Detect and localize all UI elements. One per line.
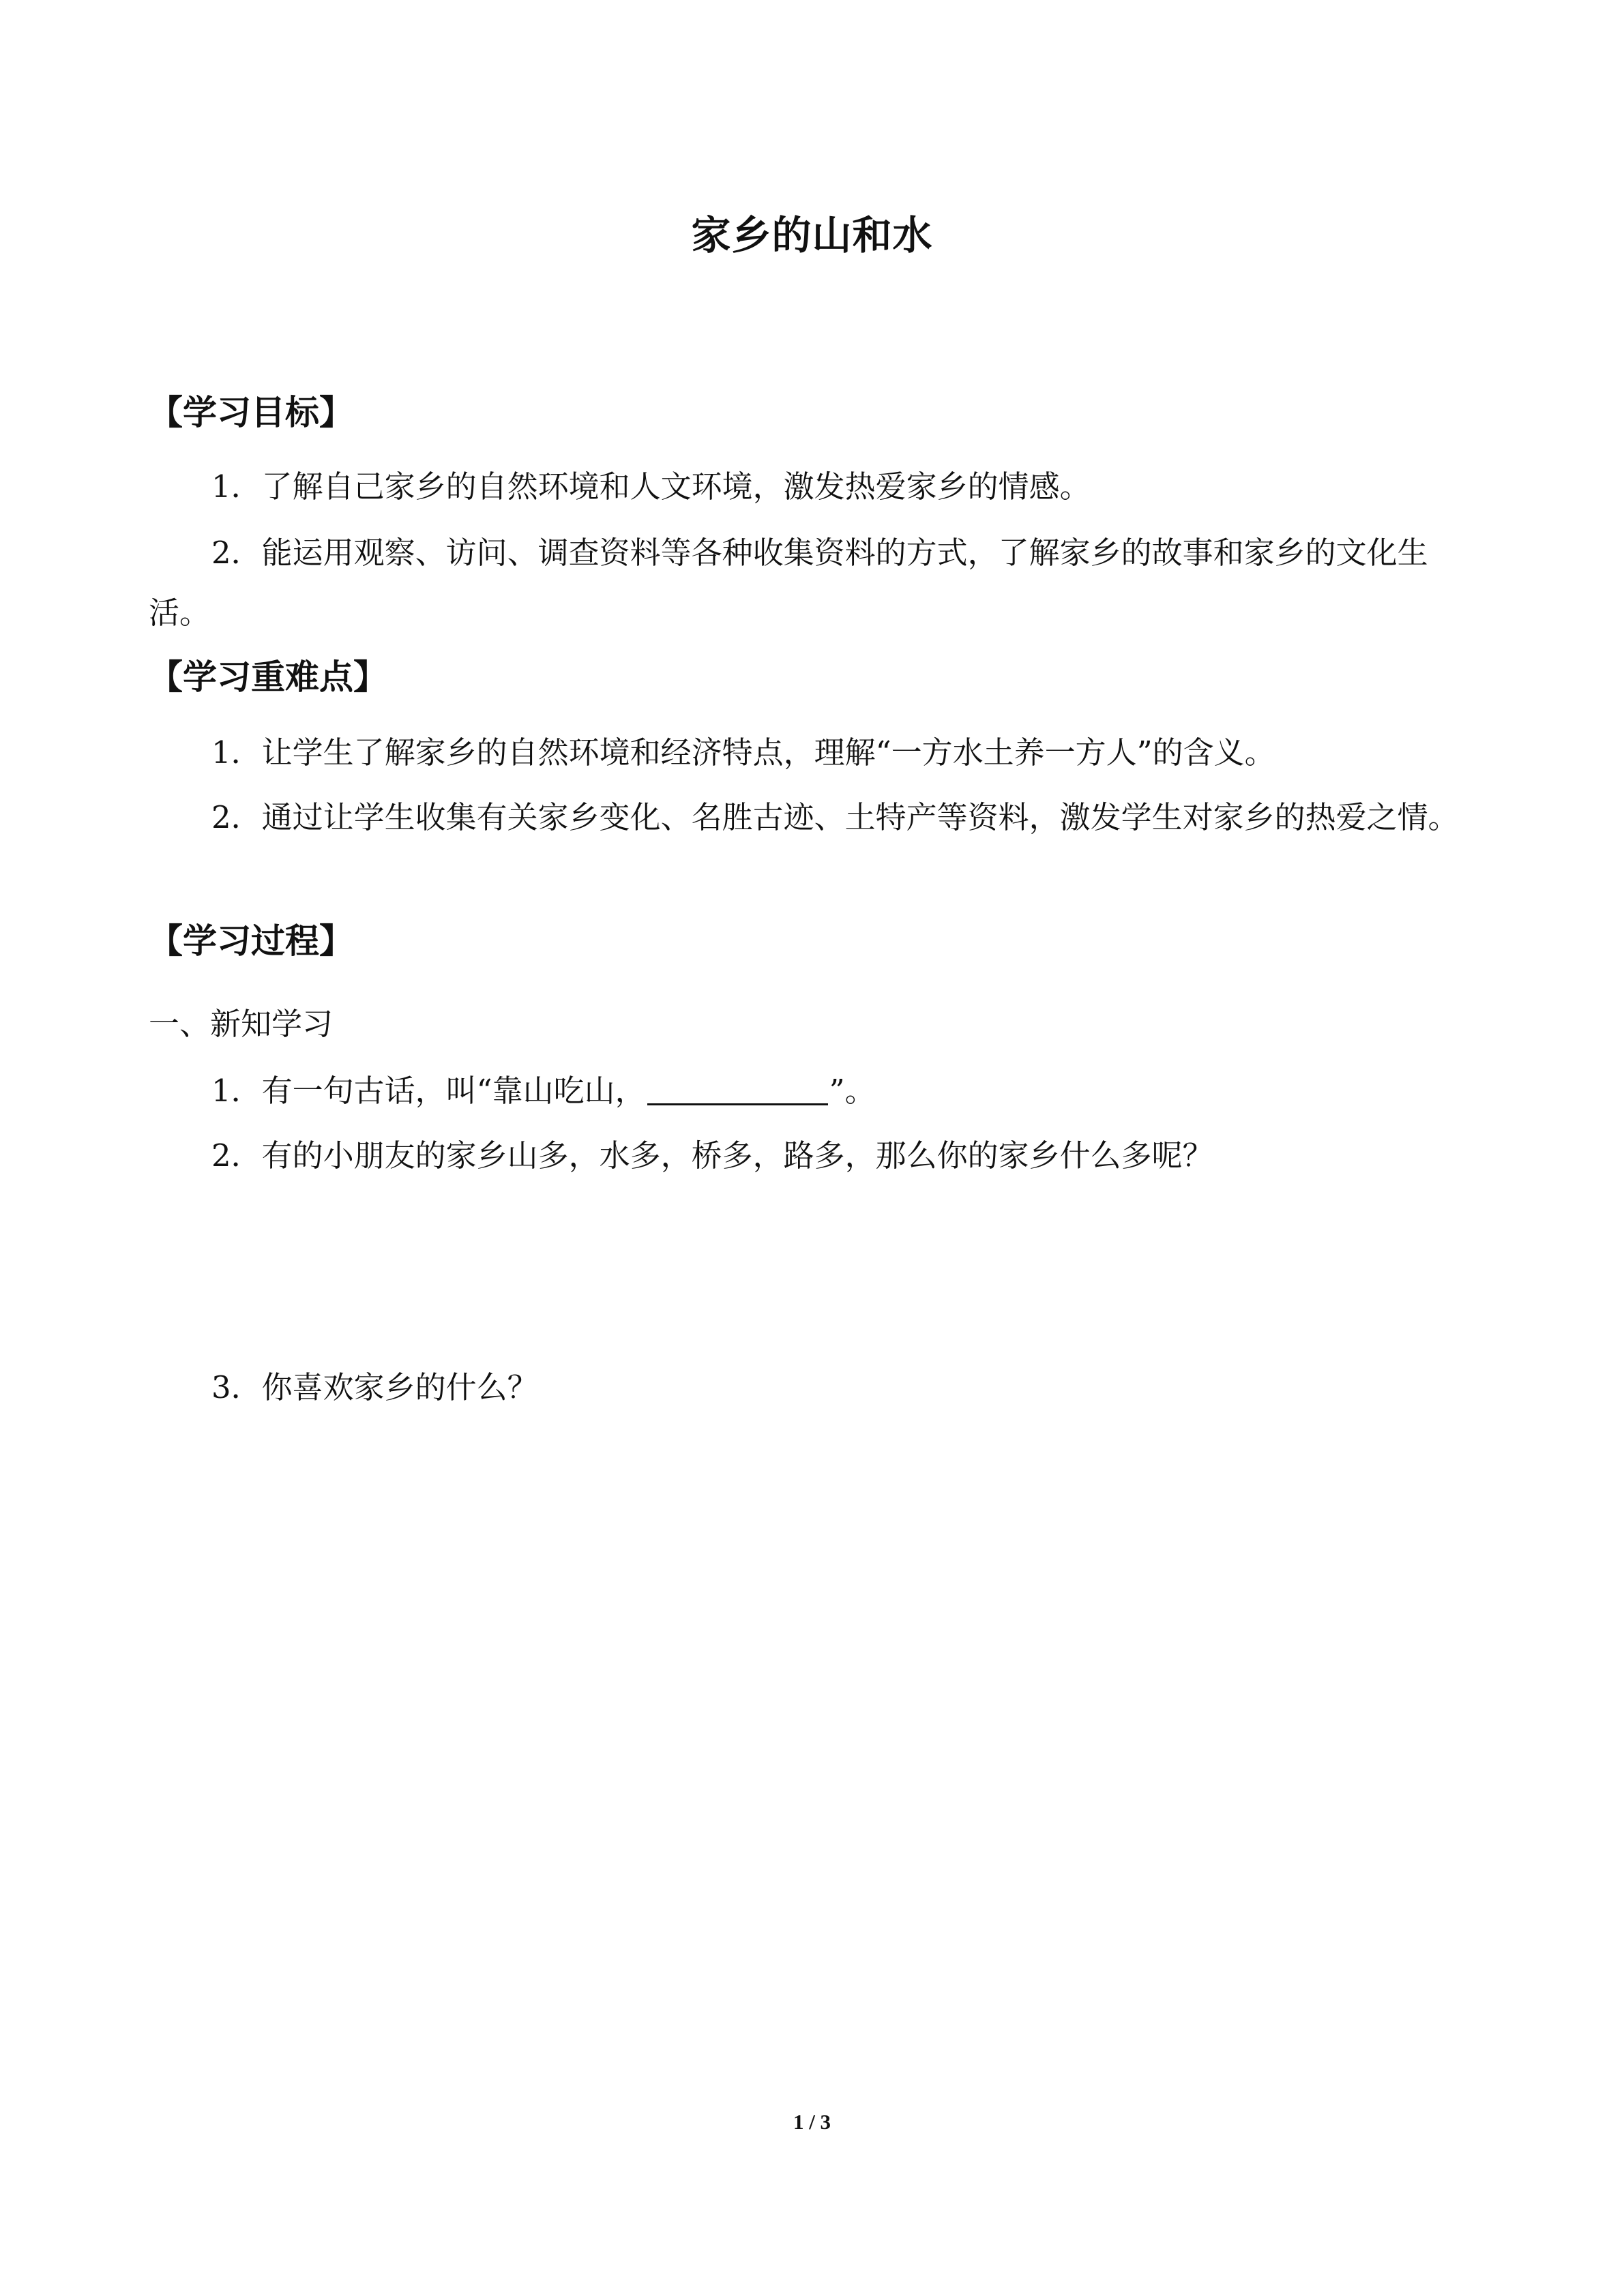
page-number: 1 / 3 xyxy=(793,2110,831,2134)
fill-in-blank-line[interactable] xyxy=(647,1075,828,1105)
objectives-heading: 【学习目标】 xyxy=(149,393,353,432)
question-1-prefix: 1．有一句古话，叫“靠山吃山， xyxy=(211,1073,646,1109)
objective-item-1: 1．了解自己家乡的自然环境和人文环境，激发热爱家乡的情感。 xyxy=(211,468,1091,505)
document-title: 家乡的山和水 xyxy=(691,212,933,258)
question-1 xyxy=(211,1069,876,1113)
key-points-heading: 【学习重难点】 xyxy=(149,657,387,697)
objective-item-2: 2．能运用观察、访问、调查资料等各种收集资料的方式，了解家乡的故事和家乡的文化生活。 xyxy=(149,535,1428,631)
new-knowledge-subheading: 一、新知学习 xyxy=(149,1006,334,1042)
key-point-item-2: 2．通过让学生收集有关家乡变化、名胜古迹、土特产等资料，激发学生对家乡的热爱之情。 xyxy=(211,799,1459,835)
question-1-suffix: ”。 xyxy=(829,1073,876,1109)
question-3: 3．你喜欢家乡的什么？ xyxy=(211,1369,538,1405)
question-2: 2．有的小朋友的家乡山多，水多，桥多，路多，那么你的家乡什么多呢？ xyxy=(211,1137,1213,1174)
process-heading: 【学习过程】 xyxy=(149,921,353,961)
key-point-item-1: 1．让学生了解家乡的自然环境和经济特点，理解“一方水土养一方人”的含义。 xyxy=(211,734,1275,771)
